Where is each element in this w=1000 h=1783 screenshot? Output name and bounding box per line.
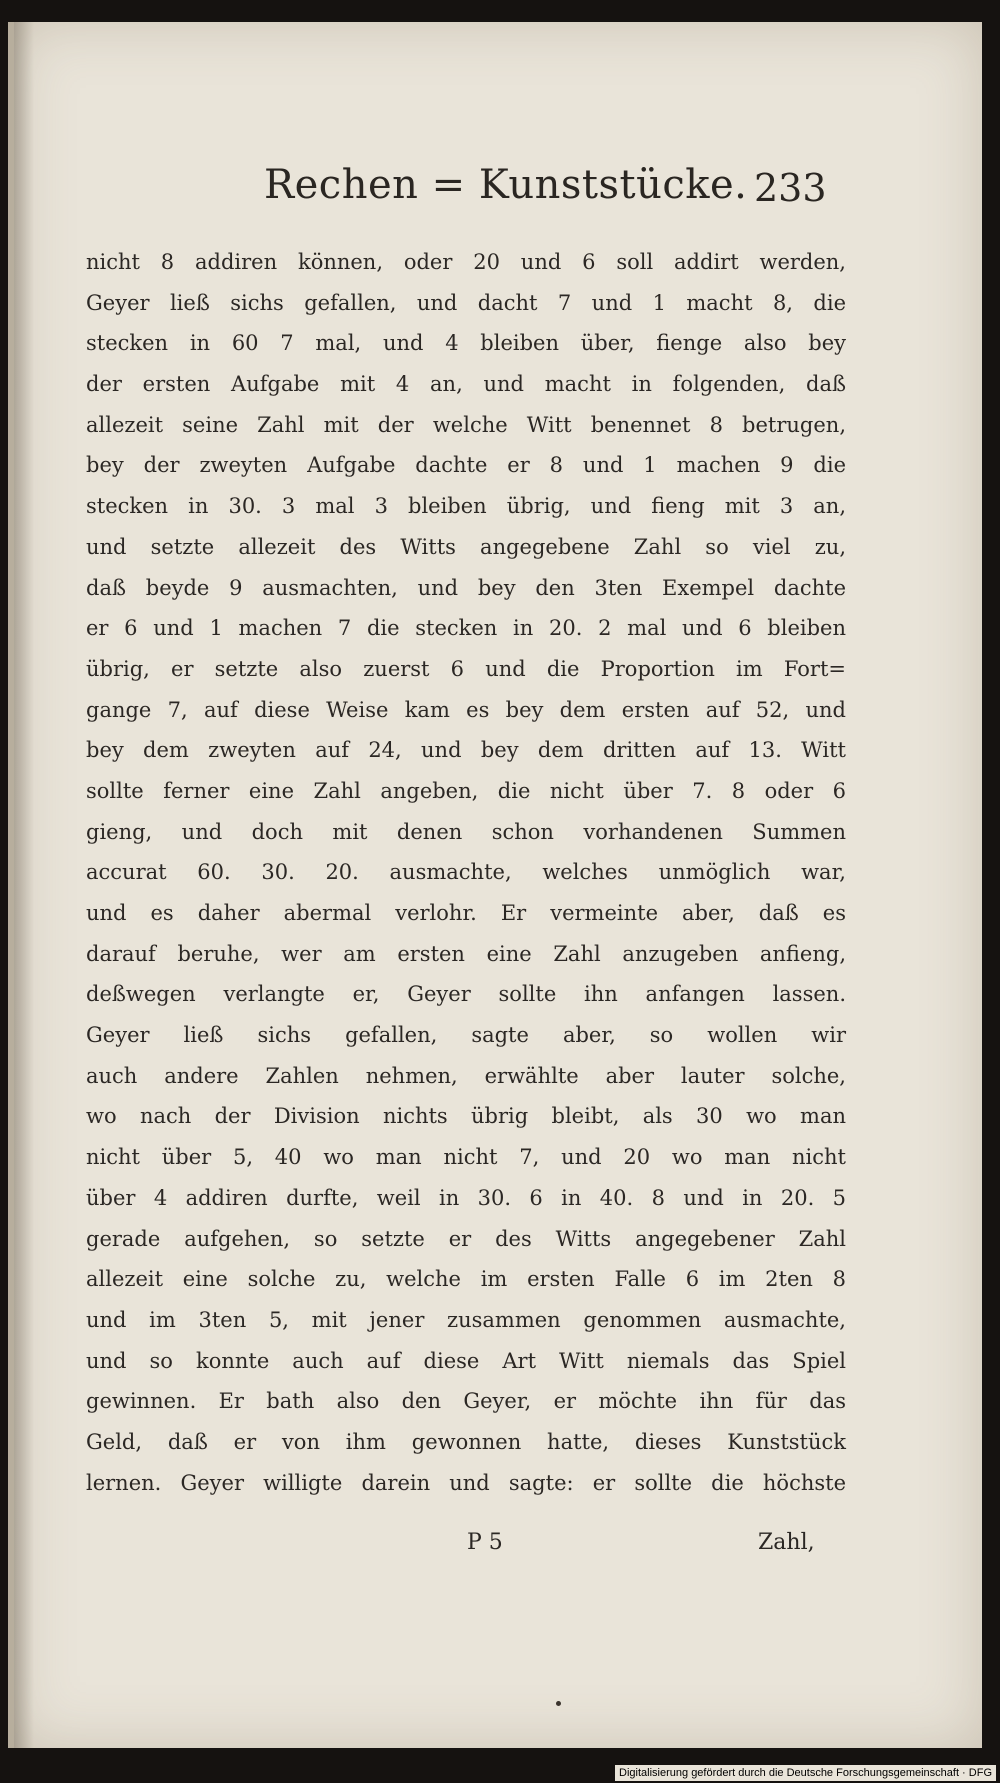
- text-line: gewinnen. Er bath also den Geyer, er möchte ihn für das: [86, 1389, 846, 1414]
- signature-mark: P 5: [467, 1530, 503, 1555]
- text-line: stecken in 30. 3 mal 3 bleiben übrig, und fieng mit 3 an,: [86, 494, 846, 519]
- text-line: bey dem zweyten auf 24, und bey dem dritten auf 13. Witt: [86, 738, 846, 763]
- text-line: und so konnte auch auf diese Art Witt niemals das Spiel: [86, 1348, 846, 1373]
- text-line: sollte ferner eine Zahl angeben, die nicht über 7. 8 oder 6: [86, 778, 846, 803]
- text-line: auch andere Zahlen nehmen, erwählte aber lauter solche,: [86, 1063, 846, 1088]
- page-number: 233: [754, 166, 827, 210]
- text-line: daß beyde 9 ausmachten, und bey den 3ten Exempel dachte: [86, 575, 846, 600]
- text-line: nicht 8 addiren können, oder 20 und 6 soll addirt werden,: [86, 250, 846, 274]
- text-line: accurat 60. 30. 20. ausmachte, welches unmöglich war,: [86, 860, 846, 885]
- running-title: Rechen = Kunststücke.: [264, 162, 748, 208]
- text-line: gerade aufgehen, so setzte er des Witts angegebener Zahl: [86, 1226, 846, 1251]
- text-line: der ersten Aufgabe mit 4 an, und macht in folgenden, daß: [86, 372, 846, 397]
- text-line: gange 7, auf diese Weise kam es bey dem ersten auf 52, und: [86, 697, 846, 722]
- text-line: Geyer ließ sichs gefallen, sagte aber, so wollen wir: [86, 1023, 846, 1048]
- text-line: bey der zweyten Aufgabe dachte er 8 und 1 machen 9 die: [86, 453, 846, 478]
- text-line: darauf beruhe, wer am ersten eine Zahl anzugeben anfieng,: [86, 941, 846, 966]
- text-line: deßwegen verlangte er, Geyer sollte ihn anfangen lassen.: [86, 982, 846, 1007]
- text-line: Geld, daß er von ihm gewonnen hatte, dieses Kunststück: [86, 1429, 846, 1454]
- text-line: allezeit seine Zahl mit der welche Witt benennet 8 betrugen,: [86, 412, 846, 437]
- text-line: gieng, und doch mit denen schon vorhandenen Summen: [86, 819, 846, 844]
- text-line: lernen. Geyer willigte darein und sagte: er sollte die höchste: [86, 1470, 846, 1495]
- page-footer: [14, 1530, 982, 1570]
- text-line: und es daher abermal verlohr. Er vermeinte aber, daß es: [86, 901, 846, 925]
- text-line: und im 3ten 5, mit jener zusammen genommen ausmachte,: [86, 1307, 846, 1332]
- page-header: [14, 162, 982, 222]
- text-line: er 6 und 1 machen 7 die stecken in 20. 2 mal und 6 bleiben: [86, 616, 846, 641]
- text-line: und setzte allezeit des Witts angegebene Zahl so viel zu,: [86, 534, 846, 559]
- text-line: Geyer ließ sichs gefallen, und dacht 7 und 1 macht 8, die: [86, 290, 846, 315]
- text-line: wo nach der Division nichts übrig bleibt, als 30 wo man: [86, 1104, 846, 1129]
- body-text: [86, 242, 846, 1503]
- digitization-credit: Digitalisierung gefördert durch die Deutsche Forschungsgemeinschaft · DFG: [615, 1765, 996, 1781]
- ink-speck: [556, 1701, 561, 1706]
- catchword: Zahl,: [758, 1530, 815, 1555]
- book-page: [8, 22, 982, 1748]
- text-line: stecken in 60 7 mal, und 4 bleiben über, fienge also bey: [86, 331, 846, 356]
- text-line: übrig, er setzte also zuerst 6 und die Proportion im Fort=: [86, 656, 846, 681]
- text-line: über 4 addiren durfte, weil in 30. 6 in 40. 8 und in 20. 5: [86, 1185, 846, 1210]
- text-line: nicht über 5, 40 wo man nicht 7, und 20 wo man nicht: [86, 1145, 846, 1170]
- text-line: allezeit eine solche zu, welche im ersten Falle 6 im 2ten 8: [86, 1267, 846, 1292]
